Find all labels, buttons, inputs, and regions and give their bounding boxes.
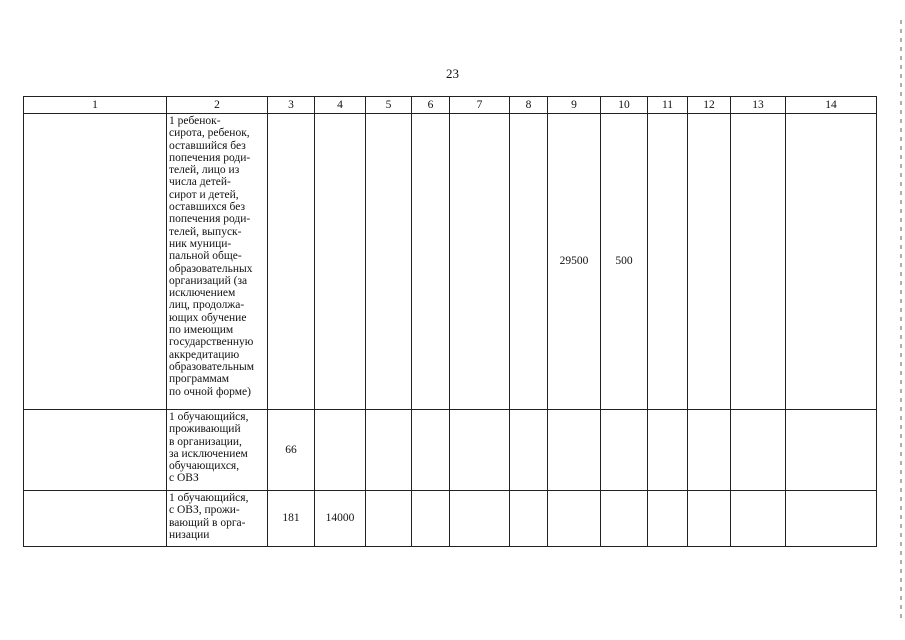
description-line: попечения роди- xyxy=(169,151,251,164)
table-cell xyxy=(548,491,601,547)
column-header: 11 xyxy=(648,97,688,114)
row-description xyxy=(167,114,268,410)
table-row xyxy=(24,114,877,410)
column-header: 3 xyxy=(268,97,315,114)
table-cell xyxy=(412,491,450,547)
table-cell: 14000 xyxy=(315,491,366,547)
description-line: сирота, ребенок, xyxy=(169,127,250,140)
description-line: образовательным xyxy=(169,360,255,373)
description-line: образовательных xyxy=(169,262,253,275)
table-cell: 29500 xyxy=(548,114,601,410)
column-header: 10 xyxy=(601,97,648,114)
column-header: 13 xyxy=(731,97,786,114)
description-line: 1 ребенок- xyxy=(169,115,221,127)
column-header: 4 xyxy=(315,97,366,114)
table-cell xyxy=(450,491,510,547)
scan-edge-mark xyxy=(900,20,902,620)
table-cell xyxy=(648,410,688,491)
description-line: телей, лицо из xyxy=(169,164,240,177)
table-cell xyxy=(366,491,412,547)
table-cell xyxy=(648,114,688,410)
table-cell xyxy=(731,114,786,410)
description-line: низации xyxy=(169,528,210,541)
description-line: организаций (за xyxy=(169,274,248,287)
description-line: лиц, продолжа- xyxy=(169,299,245,312)
column-header: 5 xyxy=(366,97,412,114)
page-number: 23 xyxy=(446,66,459,81)
description-line: государственную xyxy=(169,336,254,349)
description-line: 1 обучающийся, xyxy=(169,492,249,504)
header-row xyxy=(24,97,877,114)
table-row xyxy=(24,491,877,547)
column-header: 6 xyxy=(412,97,450,114)
table-cell xyxy=(786,114,877,410)
table-cell xyxy=(315,410,366,491)
description-line: исключением xyxy=(169,287,236,300)
table-cell xyxy=(315,114,366,410)
column-header: 14 xyxy=(786,97,877,114)
table-cell xyxy=(548,410,601,491)
table-cell: 500 xyxy=(601,114,648,410)
table-row xyxy=(24,410,877,491)
data-table xyxy=(23,96,877,547)
description-line: ющих обучение xyxy=(169,311,247,324)
description-line: программам xyxy=(169,373,230,386)
table-cell xyxy=(412,114,450,410)
description-line: ник муници- xyxy=(169,237,232,250)
blank-cell xyxy=(24,114,167,410)
table-cell xyxy=(688,114,731,410)
description-line: аккредитацию xyxy=(169,348,240,361)
column-header: 12 xyxy=(688,97,731,114)
table-cell: 181 xyxy=(268,491,315,547)
table-cell xyxy=(601,491,648,547)
description-line: 1 обучающийся, xyxy=(169,411,249,423)
description-line: телей, выпуск- xyxy=(169,225,242,238)
column-header: 7 xyxy=(450,97,510,114)
table-cell xyxy=(786,491,877,547)
table-cell xyxy=(366,114,412,410)
table-cell xyxy=(510,491,548,547)
table-cell xyxy=(688,491,731,547)
table-cell xyxy=(450,410,510,491)
table-cell xyxy=(648,491,688,547)
table-cell xyxy=(510,410,548,491)
table-cell xyxy=(688,410,731,491)
row-description xyxy=(167,491,268,547)
description-line: обучающихся, xyxy=(169,460,240,473)
description-line: с ОВЗ xyxy=(169,472,199,485)
row-description xyxy=(167,410,268,491)
column-header: 2 xyxy=(167,97,268,114)
table-cell xyxy=(601,410,648,491)
table-cell xyxy=(366,410,412,491)
description-line: оставшихся без xyxy=(169,201,246,214)
description-line: проживающий xyxy=(169,423,241,436)
description-line: по очной форме) xyxy=(169,385,251,398)
description-line: оставшийся без xyxy=(169,139,246,152)
description-line: по имеющим xyxy=(169,324,234,337)
description-line: с ОВЗ, прожи- xyxy=(169,504,240,517)
column-header: 8 xyxy=(510,97,548,114)
table-cell xyxy=(786,410,877,491)
description-line: числа детей- xyxy=(169,176,231,189)
table-cell xyxy=(450,114,510,410)
description-line: за исключением xyxy=(169,447,248,460)
description-line: вающий в орга- xyxy=(169,516,246,529)
description-line: пальной обще- xyxy=(169,250,242,263)
table-cell xyxy=(731,491,786,547)
description-line: попечения роди- xyxy=(169,213,251,226)
description-line: в организации, xyxy=(169,435,242,448)
table-cell xyxy=(731,410,786,491)
blank-cell xyxy=(24,410,167,491)
column-header: 1 xyxy=(24,97,167,114)
description-line: сирот и детей, xyxy=(169,188,239,201)
table-cell xyxy=(412,410,450,491)
table-cell xyxy=(510,114,548,410)
table-cell: 66 xyxy=(268,410,315,491)
blank-cell xyxy=(24,491,167,547)
column-header: 9 xyxy=(548,97,601,114)
table-cell xyxy=(268,114,315,410)
